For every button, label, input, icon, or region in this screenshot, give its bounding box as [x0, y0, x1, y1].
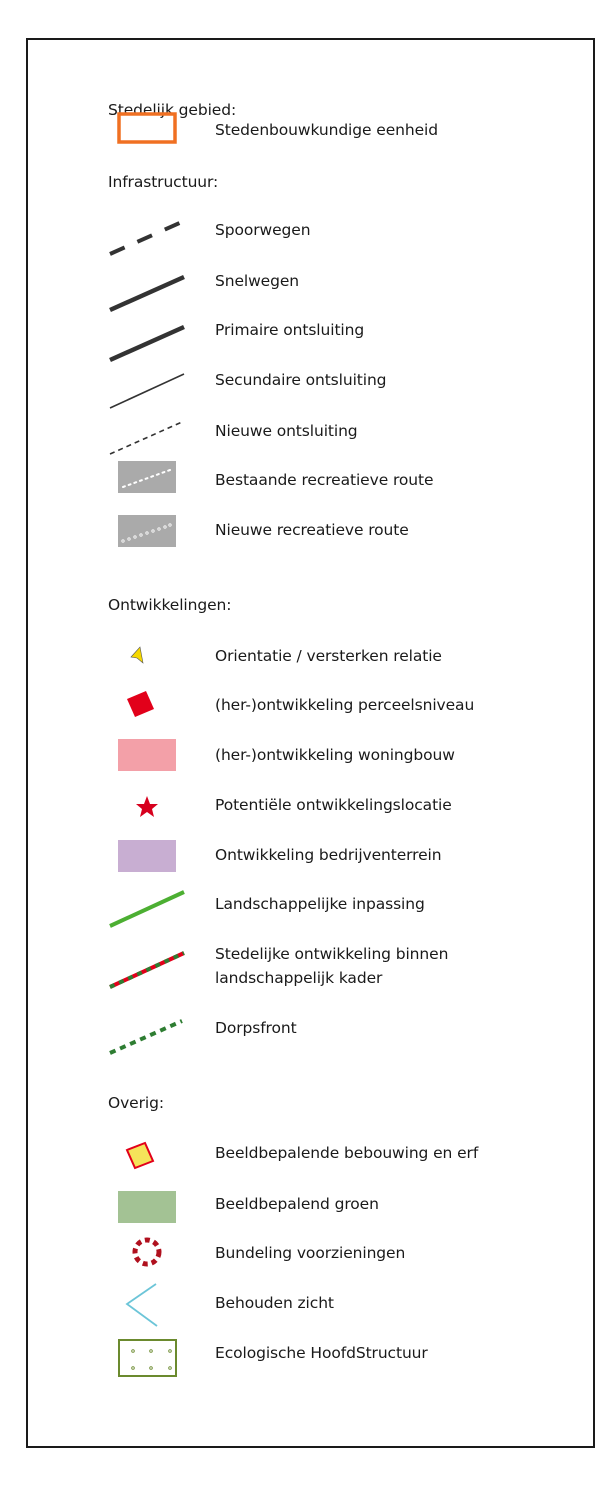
legend-label-nieuwe-ontsluiting: Nieuwe ontsluiting [215, 422, 358, 440]
railway-dashed-line-icon [100, 212, 190, 262]
legend-label-stedenbouwkundige-eenheid: Stedenbouwkundige eenheid [215, 121, 438, 139]
primary-road-line-icon [100, 314, 190, 364]
new-recreational-route-icon [100, 509, 190, 559]
legend-label-stedelijke-ontwikkeling: Stedelijke ontwikkeling binnen [215, 945, 449, 963]
legend-label-primaire-ontsluiting: Primaire ontsluiting [215, 321, 365, 339]
legend-label-spoorwegen: Spoorwegen [215, 221, 311, 239]
orange-outline-rect-icon [100, 104, 190, 154]
legend-label-orientatie: Orientatie / versterken relatie [215, 647, 442, 665]
green-line-icon [100, 880, 190, 930]
legend-label-snelwegen: Snelwegen [215, 272, 300, 290]
legend-label-bundeling-voorzieningen: Bundeling voorzieningen [215, 1244, 406, 1262]
legend-label-ecologische-hoofdstructuur: Ecologische HoofdStructuur [215, 1344, 428, 1362]
dashed-red-circle-icon [100, 1226, 190, 1276]
blue-chevron-icon [100, 1280, 190, 1330]
red-star-icon [100, 782, 190, 832]
yellow-square-red-border-icon [100, 1130, 190, 1180]
olive-rect-dots-icon [100, 1335, 190, 1385]
legend-label-secundaire-ontsluiting: Secundaire ontsluiting [215, 371, 387, 389]
legend-label-beeldbepalend-groen: Beeldbepalend groen [215, 1195, 379, 1213]
pink-rect-icon [100, 730, 190, 780]
legend-label-landschappelijke-inpassing: Landschappelijke inpassing [215, 895, 425, 913]
new-road-dashed-line-icon [100, 410, 190, 460]
section-heading-infrastructuur: Infrastructuur: [108, 173, 219, 191]
legend-label-potentiele-ontwikkelingslocatie: Potentiële ontwikkelingslocatie [215, 796, 452, 814]
red-green-dashed-line-icon [100, 940, 190, 990]
highway-line-icon [100, 264, 190, 314]
section-heading-ontwikkelingen: Ontwikkelingen: [108, 596, 232, 614]
section-heading-overig: Overig: [108, 1094, 164, 1112]
legend-label-nieuwe-recreatieve-route: Nieuwe recreatieve route [215, 521, 409, 539]
legend-label-dorpsfront: Dorpsfront [215, 1019, 297, 1037]
legend-label-landschappelijk-kader: landschappelijk kader [215, 969, 383, 987]
legend-label-perceelsniveau: (her-)ontwikkeling perceelsniveau [215, 696, 475, 714]
lilac-rect-icon [100, 830, 190, 880]
red-rotated-square-icon [100, 680, 190, 730]
existing-recreational-route-icon [100, 455, 190, 505]
legend-label-bestaande-recreatieve-route: Bestaande recreatieve route [215, 471, 434, 489]
legend-label-bedrijventerrein: Ontwikkeling bedrijventerrein [215, 846, 442, 864]
secondary-road-line-icon [100, 366, 190, 416]
section-heading-stedelijk-gebied: Stedelijk gebied: [108, 101, 237, 119]
legend-label-woningbouw: (her-)ontwikkeling woningbouw [215, 746, 455, 764]
green-rect-icon [100, 1182, 190, 1232]
legend-label-beeldbepalende-bebouwing: Beeldbepalende bebouwing en erf [215, 1144, 479, 1162]
green-dashed-line-icon [100, 1010, 190, 1060]
yellow-arrowhead-icon [100, 632, 190, 682]
legend-label-behouden-zicht: Behouden zicht [215, 1294, 334, 1312]
